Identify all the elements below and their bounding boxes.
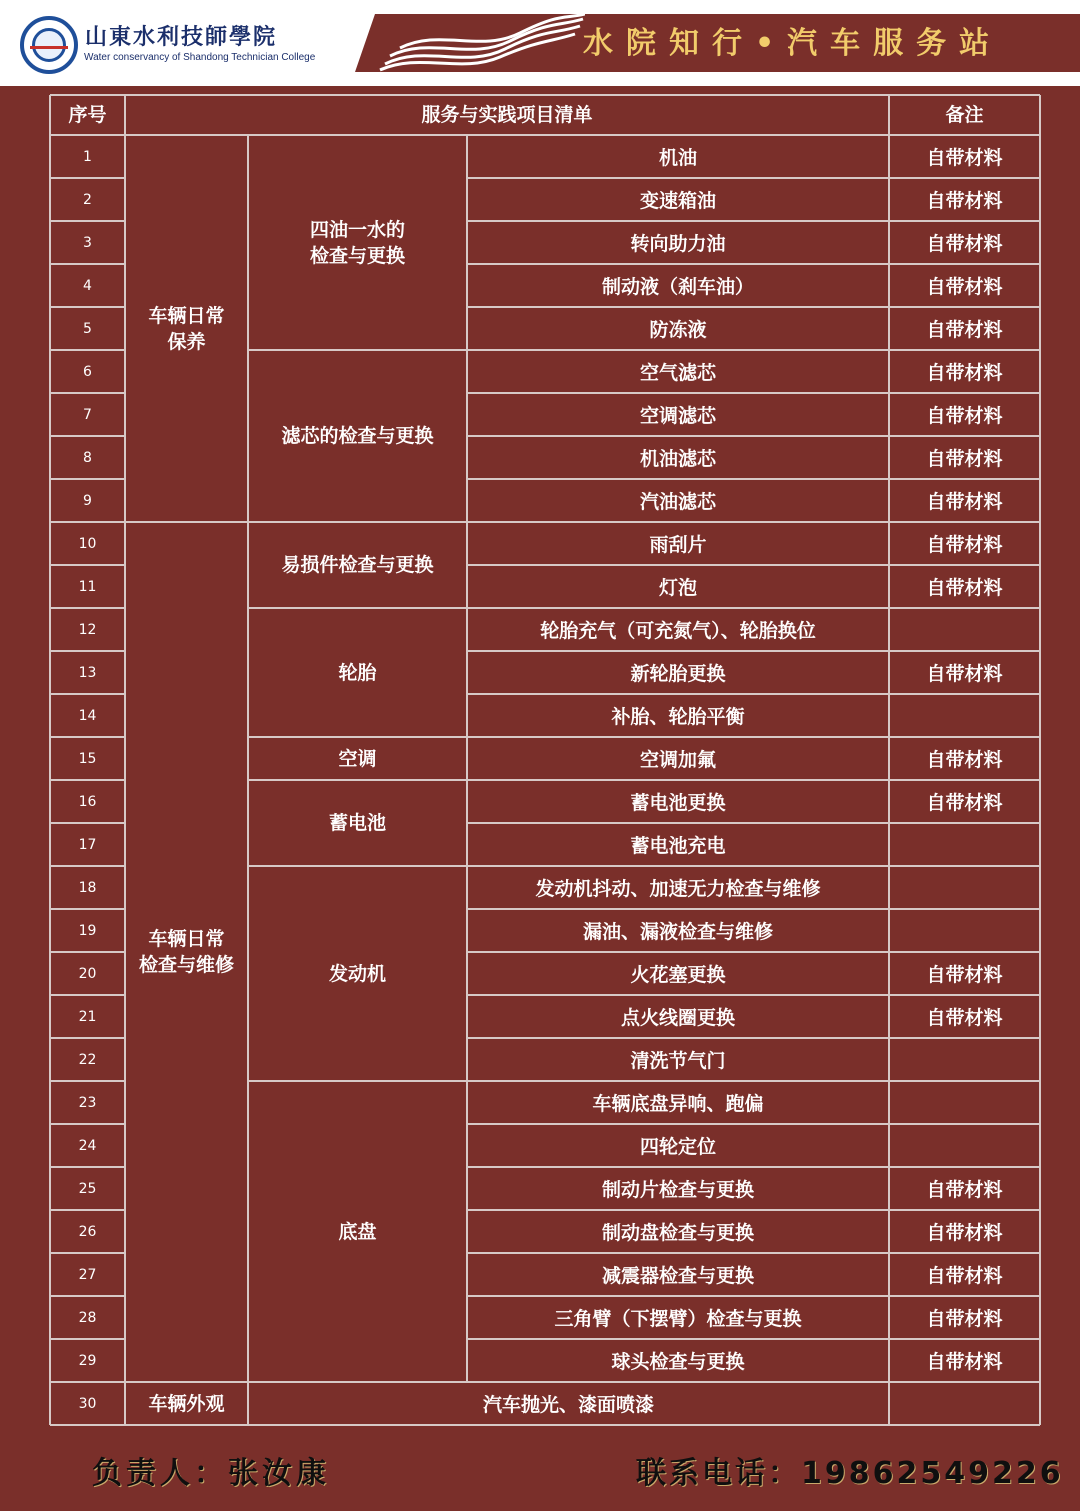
grid-line [50,1338,125,1340]
row-item: 四轮定位 [639,1136,716,1158]
row-number: 16 [78,793,97,810]
row-number: 10 [78,535,97,552]
group-label: 车辆日常 检查与维修 [138,928,234,976]
grid-line [50,1424,1040,1426]
row-item: 三角臂（下摆臂）检查与更换 [554,1308,802,1330]
row-item: 蓄电池充电 [630,835,726,857]
grid-line [50,865,125,867]
row-item: 机油滤芯 [639,448,716,470]
row-item: 空气滤芯 [639,362,716,384]
row-note [889,1124,1040,1167]
contact-person: 负责人：张汝康 [92,1456,330,1491]
row-item: 点火线圈更换 [620,1007,735,1029]
grid-line [248,1080,467,1082]
grid-line [124,95,126,1425]
row-number: 12 [78,621,97,638]
row-number: 25 [78,1180,97,1197]
row-number: 6 [83,363,92,380]
row-item: 清洗节气门 [630,1050,726,1072]
row-note: 自带材料 [926,663,1003,685]
row-number: 26 [78,1223,97,1240]
group-label: 车辆外观 [148,1392,225,1415]
group-label: 车辆日常 保养 [148,304,225,353]
grid-line [467,1252,1040,1254]
row-note: 自带材料 [926,1179,1003,1201]
row-note: 自带材料 [926,792,1003,814]
banner [355,14,1080,72]
row-number: 2 [83,191,92,208]
subgroup-label: 滤芯的检查与更换 [281,425,434,447]
row-note: 自带材料 [926,1308,1003,1330]
row-number: 3 [83,234,92,251]
grid-line [50,693,125,695]
grid-line [50,736,125,738]
row-item: 机油 [658,147,697,169]
grid-line [467,1295,1040,1297]
college-logo-icon [20,16,78,74]
grid-line [49,95,51,1425]
row-item: 汽油滤芯 [639,491,716,513]
row-note: 自带材料 [926,233,1003,255]
row-item: 雨刮片 [649,534,707,556]
row-item: 发动机抖动、加速无力检查与维修 [535,878,821,900]
grid-line [50,349,125,351]
row-number: 9 [83,492,92,509]
row-note: 自带材料 [926,448,1003,470]
row-note: 自带材料 [926,276,1003,298]
grid-line [50,220,125,222]
grid-line [50,306,125,308]
row-number: 28 [78,1309,97,1326]
grid-line [467,779,1040,781]
contact-phone: 联系电话：19862549226 [636,1456,1064,1491]
row-note: 自带材料 [926,405,1003,427]
row-item: 车辆底盘异响、跑偏 [592,1093,764,1115]
row-item: 汽车抛光、漆面喷漆 [482,1394,654,1416]
grid-line [467,435,1040,437]
row-number: 27 [78,1266,97,1283]
row-number: 23 [78,1094,97,1111]
row-item: 转向助力油 [630,233,726,255]
grid-line [50,392,125,394]
college-name-en: Water conservancy of Shandong Technician College [84,52,316,63]
grid-line [467,1381,1040,1383]
row-number: 15 [78,750,97,767]
grid-line [248,607,467,609]
row-number: 14 [78,707,97,724]
footer [0,1440,1080,1500]
row-note [889,608,1040,651]
grid-line [1039,95,1041,1425]
grid-line [50,564,125,566]
grid-line [50,94,1040,96]
row-number: 1 [83,148,92,165]
grid-line [467,951,1040,953]
row-number: 19 [78,922,97,939]
row-number: 18 [78,879,97,896]
row-item: 新轮胎更换 [630,663,726,685]
grid-line [125,1381,248,1383]
grid-line [467,220,1040,222]
grid-line [50,1252,125,1254]
grid-line [50,607,125,609]
row-item: 制动片检查与更换 [601,1179,754,1201]
grid-line [50,134,1040,136]
row-item: 灯泡 [658,577,697,599]
header [0,0,1080,86]
row-note: 自带材料 [926,190,1003,212]
grid-line [466,135,468,1382]
grid-line [125,521,248,523]
row-note: 自带材料 [926,749,1003,771]
grid-line [467,478,1040,480]
row-item: 补胎、轮胎平衡 [611,706,745,728]
grid-line [248,865,467,867]
grid-line [467,1080,1040,1082]
row-note: 自带材料 [926,1222,1003,1244]
row-item: 轮胎充气（可充氮气）、轮胎换位 [540,620,816,642]
row-number: 17 [78,836,97,853]
row-note: 自带材料 [926,534,1003,556]
grid-line [50,650,125,652]
grid-line [467,1123,1040,1125]
subgroup-label: 空调 [338,747,377,770]
row-number: 21 [78,1008,97,1025]
row-item: 减震器检查与更换 [601,1265,754,1287]
header-items: 服务与实践项目清单 [421,104,593,126]
grid-line [50,1080,125,1082]
row-number: 7 [83,406,92,423]
grid-line [888,95,890,1425]
row-number: 29 [78,1352,97,1369]
row-note: 自带材料 [926,964,1003,986]
row-number: 24 [78,1137,97,1154]
grid-line [50,951,125,953]
grid-line [50,478,125,480]
row-item: 制动盘检查与更换 [601,1222,754,1244]
row-item: 火花塞更换 [630,964,726,986]
header-index: 序号 [68,104,107,126]
grid-line [248,521,467,523]
subgroup-label: 四油一水的 检查与更换 [309,218,405,267]
grid-line [248,349,467,351]
grid-line [467,1037,1040,1039]
row-note [889,1038,1040,1081]
row-note [889,909,1040,952]
grid-line [467,908,1040,910]
subgroup-label: 轮胎 [338,661,377,684]
grid-line [467,1209,1040,1211]
grid-line [467,349,1040,351]
row-number: 8 [83,449,92,466]
grid-line [50,435,125,437]
grid-line [50,1123,125,1125]
grid-line [467,521,1040,523]
grid-line [248,779,467,781]
grid-line [467,1338,1040,1340]
row-number: 11 [78,578,97,595]
grid-line [50,1209,125,1211]
row-number: 20 [78,965,97,982]
row-item: 球头检查与更换 [611,1351,745,1373]
grid-line [50,521,125,523]
grid-line [467,392,1040,394]
row-number: 30 [78,1395,97,1412]
row-number: 22 [78,1051,97,1068]
row-item: 空调滤芯 [639,405,716,427]
grid-line [50,1037,125,1039]
grid-line [50,177,125,179]
row-note: 自带材料 [926,1007,1003,1029]
row-number: 4 [83,277,92,294]
row-number: 5 [83,320,92,337]
subgroup-label: 蓄电池 [328,812,386,834]
grid-line [467,865,1040,867]
row-item: 制动液（刹车油） [601,276,754,298]
row-note [889,866,1040,909]
grid-line [50,1166,125,1168]
grid-line [467,650,1040,652]
grid-line [467,263,1040,265]
grid-line [248,736,467,738]
subgroup-label: 易损件检查与更换 [281,554,434,576]
row-note [889,1382,1040,1425]
subgroup-label: 发动机 [328,962,386,985]
row-note: 自带材料 [926,362,1003,384]
row-number: 13 [78,664,97,681]
header-note: 备注 [945,104,984,126]
banner-title: 水院知行•汽车服务站 [583,26,1003,61]
grid-line [50,779,125,781]
grid-line [467,693,1040,695]
grid-line [467,994,1040,996]
college-name-cn: 山東水利技師學院 [85,24,278,50]
row-item: 蓄电池更换 [630,792,726,814]
grid-line [467,306,1040,308]
row-note [889,694,1040,737]
grid-line [467,736,1040,738]
grid-line [467,564,1040,566]
row-item: 变速箱油 [639,190,716,212]
row-note [889,823,1040,866]
grid-line [467,822,1040,824]
grid-line [50,1381,125,1383]
row-note: 自带材料 [926,1351,1003,1373]
grid-line [50,1295,125,1297]
grid-line [467,607,1040,609]
row-item: 漏油、漏液检查与维修 [582,921,773,943]
row-note: 自带材料 [926,1265,1003,1287]
subgroup-label: 底盘 [338,1220,377,1243]
row-item: 防冻液 [649,319,707,341]
grid-line [467,1166,1040,1168]
row-note: 自带材料 [926,491,1003,513]
grid-line [50,263,125,265]
grid-line [467,177,1040,179]
grid-line [50,822,125,824]
service-table [50,95,1040,1421]
grid-line [50,994,125,996]
grid-line [50,908,125,910]
row-note: 自带材料 [926,147,1003,169]
row-note: 自带材料 [926,319,1003,341]
row-note [889,1081,1040,1124]
row-note: 自带材料 [926,577,1003,599]
row-item: 空调加氟 [639,749,716,771]
wave-decoration-icon [355,14,585,72]
grid-line [248,1381,467,1383]
